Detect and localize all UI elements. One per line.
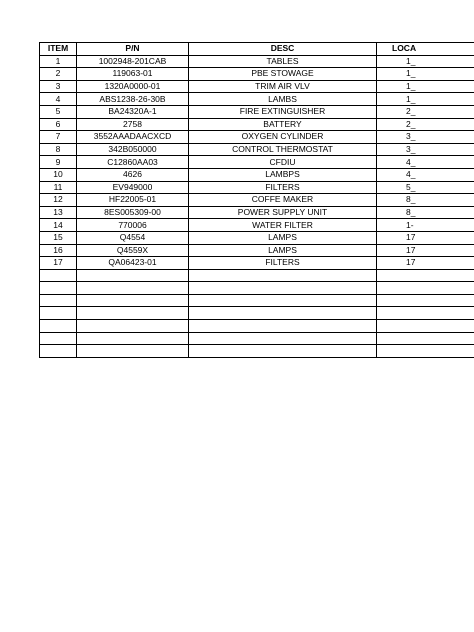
empty-row [40, 345, 474, 358]
table-row [40, 93, 474, 106]
empty-cell [189, 345, 377, 358]
cell-location: 2_ [377, 105, 474, 118]
empty-cell [40, 307, 77, 320]
table-row [40, 131, 474, 144]
table-row [40, 206, 474, 219]
cell-pn: Q4554 [77, 231, 189, 244]
cell-pn: ABS1238-26-30B [77, 93, 189, 106]
cell-pn: 770006 [77, 219, 189, 232]
empty-cell [77, 307, 189, 320]
cell-item: 15 [40, 231, 77, 244]
empty-cell [77, 332, 189, 345]
cell-pn: Q4559X [77, 244, 189, 257]
empty-cell [189, 332, 377, 345]
cell-pn: C12860AA03 [77, 156, 189, 169]
cell-item: 16 [40, 244, 77, 257]
empty-cell [189, 320, 377, 333]
table-row [40, 231, 474, 244]
empty-cell [377, 345, 474, 358]
cell-desc: POWER SUPPLY UNIT [189, 206, 377, 219]
cell-desc: BATTERY [189, 118, 377, 131]
table-row [40, 194, 474, 207]
empty-cell [77, 345, 189, 358]
table-body [40, 55, 474, 357]
cell-pn: EV949000 [77, 181, 189, 194]
spreadsheet-page [39, 42, 474, 358]
table-row [40, 105, 474, 118]
table-row [40, 257, 474, 270]
cell-location: 1_ [377, 80, 474, 93]
empty-cell [377, 294, 474, 307]
cell-desc: WATER FILTER [189, 219, 377, 232]
empty-cell [377, 269, 474, 282]
cell-desc: LAMPS [189, 231, 377, 244]
cell-item: 5 [40, 105, 77, 118]
empty-row [40, 320, 474, 333]
empty-cell [77, 320, 189, 333]
header-pn: P/N [77, 43, 189, 56]
table-row [40, 80, 474, 93]
empty-cell [40, 269, 77, 282]
table-row [40, 68, 474, 81]
empty-cell [77, 294, 189, 307]
table-row [40, 181, 474, 194]
empty-cell [77, 282, 189, 295]
table-row [40, 156, 474, 169]
cell-desc: CFDIU [189, 156, 377, 169]
empty-cell [377, 320, 474, 333]
cell-location: 2_ [377, 118, 474, 131]
table-row [40, 143, 474, 156]
cell-pn: 1002948-201CAB [77, 55, 189, 68]
empty-cell [40, 332, 77, 345]
header-desc: DESC [189, 43, 377, 56]
cell-location: 5_ [377, 181, 474, 194]
cell-location: 1_ [377, 55, 474, 68]
cell-desc: FILTERS [189, 181, 377, 194]
cell-desc: LAMBPS [189, 168, 377, 181]
cell-item: 4 [40, 93, 77, 106]
cell-item: 8 [40, 143, 77, 156]
table-row [40, 55, 474, 68]
cell-pn: 342B050000 [77, 143, 189, 156]
cell-item: 7 [40, 131, 77, 144]
cell-item: 3 [40, 80, 77, 93]
empty-cell [377, 307, 474, 320]
empty-cell [189, 307, 377, 320]
empty-cell [189, 294, 377, 307]
table-row [40, 118, 474, 131]
empty-cell [189, 282, 377, 295]
table-row [40, 168, 474, 181]
empty-cell [40, 294, 77, 307]
cell-location: 1_ [377, 68, 474, 81]
cell-desc: PBE STOWAGE [189, 68, 377, 81]
cell-desc: LAMPS [189, 244, 377, 257]
cell-desc: COFFE MAKER [189, 194, 377, 207]
cell-item: 9 [40, 156, 77, 169]
cell-desc: CONTROL THERMOSTAT [189, 143, 377, 156]
cell-desc: TABLES [189, 55, 377, 68]
header-row [40, 43, 474, 56]
cell-item: 14 [40, 219, 77, 232]
cell-pn: 119063-01 [77, 68, 189, 81]
table-row [40, 219, 474, 232]
parts-table [39, 42, 474, 358]
cell-location: 4_ [377, 156, 474, 169]
table-row [40, 244, 474, 257]
cell-location: 4_ [377, 168, 474, 181]
empty-row [40, 307, 474, 320]
empty-cell [40, 320, 77, 333]
cell-location: 8_ [377, 194, 474, 207]
empty-row [40, 332, 474, 345]
cell-item: 1 [40, 55, 77, 68]
empty-cell [40, 345, 77, 358]
cell-item: 6 [40, 118, 77, 131]
empty-row [40, 269, 474, 282]
cell-location: 17 [377, 257, 474, 270]
cell-item: 17 [40, 257, 77, 270]
empty-cell [77, 269, 189, 282]
cell-pn: 3552AAADAACXCD [77, 131, 189, 144]
cell-item: 10 [40, 168, 77, 181]
empty-cell [189, 269, 377, 282]
cell-location: 1_ [377, 93, 474, 106]
cell-pn: HF22005-01 [77, 194, 189, 207]
empty-cell [40, 282, 77, 295]
empty-cell [377, 332, 474, 345]
empty-row [40, 282, 474, 295]
cell-pn: BA24320A-1 [77, 105, 189, 118]
empty-row [40, 294, 474, 307]
cell-location: 1- [377, 219, 474, 232]
cell-location: 17 [377, 244, 474, 257]
cell-location: 3_ [377, 143, 474, 156]
cell-item: 13 [40, 206, 77, 219]
cell-desc: FILTERS [189, 257, 377, 270]
cell-item: 2 [40, 68, 77, 81]
cell-pn: 1320A0000-01 [77, 80, 189, 93]
cell-pn: QA06423-01 [77, 257, 189, 270]
empty-cell [377, 282, 474, 295]
cell-location: 3_ [377, 131, 474, 144]
cell-location: 8_ [377, 206, 474, 219]
cell-desc: FIRE EXTINGUISHER [189, 105, 377, 118]
cell-pn: 8ES005309-00 [77, 206, 189, 219]
header-item: ITEM [40, 43, 77, 56]
cell-desc: TRIM AIR VLV [189, 80, 377, 93]
cell-pn: 2758 [77, 118, 189, 131]
cell-desc: LAMBS [189, 93, 377, 106]
header-location: LOCA [377, 43, 474, 56]
cell-item: 12 [40, 194, 77, 207]
cell-pn: 4626 [77, 168, 189, 181]
cell-item: 11 [40, 181, 77, 194]
cell-desc: OXYGEN CYLINDER [189, 131, 377, 144]
cell-location: 17 [377, 231, 474, 244]
